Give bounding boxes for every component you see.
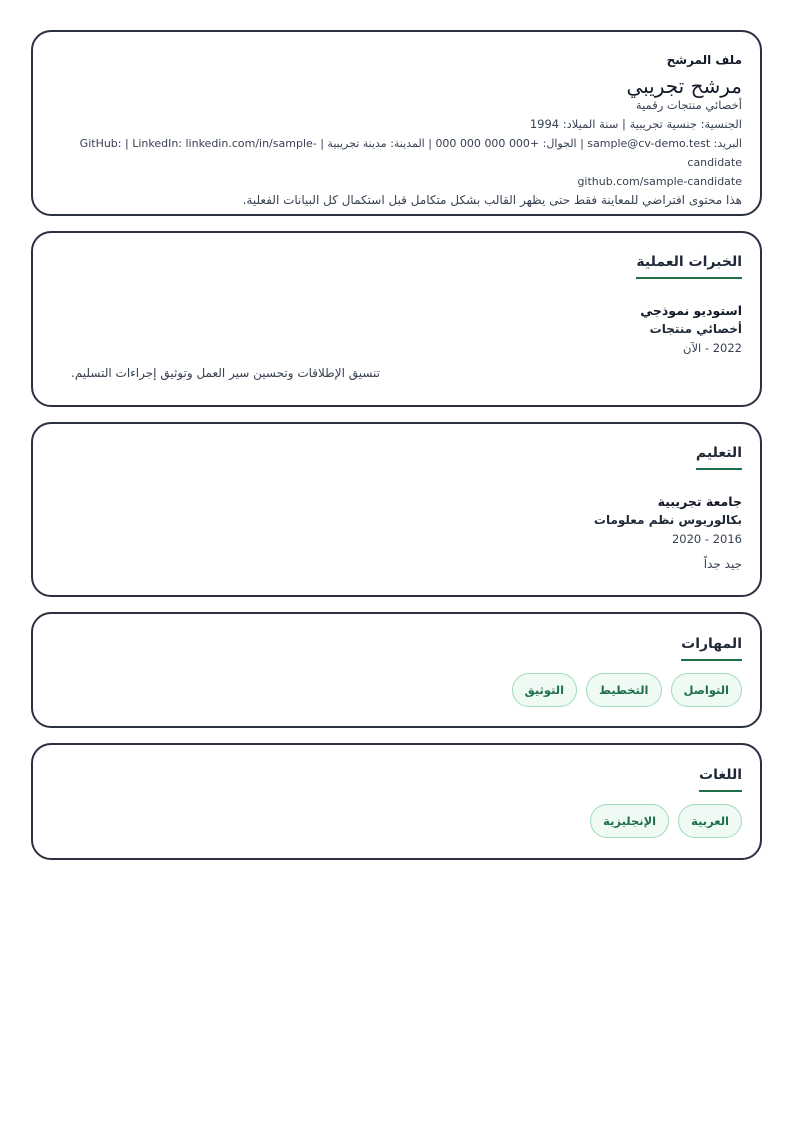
section-title-languages: اللغات xyxy=(699,767,742,792)
skills-list xyxy=(61,673,742,707)
company-name: استوديو نموذجي xyxy=(640,303,742,318)
languages-card xyxy=(31,743,762,860)
contact-line: البريد: sample@cv-demo.test | الجوال: +000 000 000 000 | المدينة: مدينة تجريبية | GitHub: | LinkedIn: linkedin.com/in/sample-candidate xyxy=(79,137,742,169)
experience-description: تنسيق الإطلاقات وتحسين سير العمل وتوثيق إجراءات التسليم. xyxy=(71,366,381,380)
experience-dates: 2022 - الآن xyxy=(683,341,742,355)
profile-summary: هذا محتوى افتراضي للمعاينة فقط حتى يظهر القالب بشكل متكامل قبل استكمال كل البيانات الفعلية. xyxy=(242,193,742,207)
languages-list xyxy=(61,804,742,838)
section-title-education: التعليم xyxy=(696,445,742,470)
skills-card xyxy=(31,612,762,728)
section-title-skills: المهارات xyxy=(681,636,742,661)
experience-entry xyxy=(61,301,742,380)
skill-chip: التواصل xyxy=(671,673,742,707)
profile-kicker: ملف المرشح xyxy=(666,53,742,67)
school-name: جامعة تجريبية xyxy=(657,494,742,509)
language-chip: الإنجليزية xyxy=(590,804,669,838)
education-entry xyxy=(61,492,742,571)
education-grade: جيد جداً xyxy=(703,557,742,571)
section-title-experience: الخبرات العملية xyxy=(636,254,742,279)
language-chip: العربية xyxy=(678,804,742,838)
contact-line-github: github.com/sample-candidate xyxy=(577,175,742,188)
profile-card xyxy=(31,30,762,216)
position-title: أخصائي منتجات xyxy=(649,322,742,336)
experience-card xyxy=(31,231,762,407)
degree-name: بكالوريوس نظم معلومات xyxy=(593,513,742,527)
candidate-details: الجنسية: جنسية تجريبية | سنة الميلاد: 1994 xyxy=(529,117,742,131)
candidate-name: مرشح تجريبي xyxy=(626,74,742,98)
skill-chip: التخطيط xyxy=(586,673,661,707)
candidate-role: أخصائي منتجات رقمية xyxy=(635,98,742,112)
education-dates: 2016 - 2020 xyxy=(671,532,742,546)
education-card xyxy=(31,422,762,597)
skill-chip: التوثيق xyxy=(512,673,578,707)
